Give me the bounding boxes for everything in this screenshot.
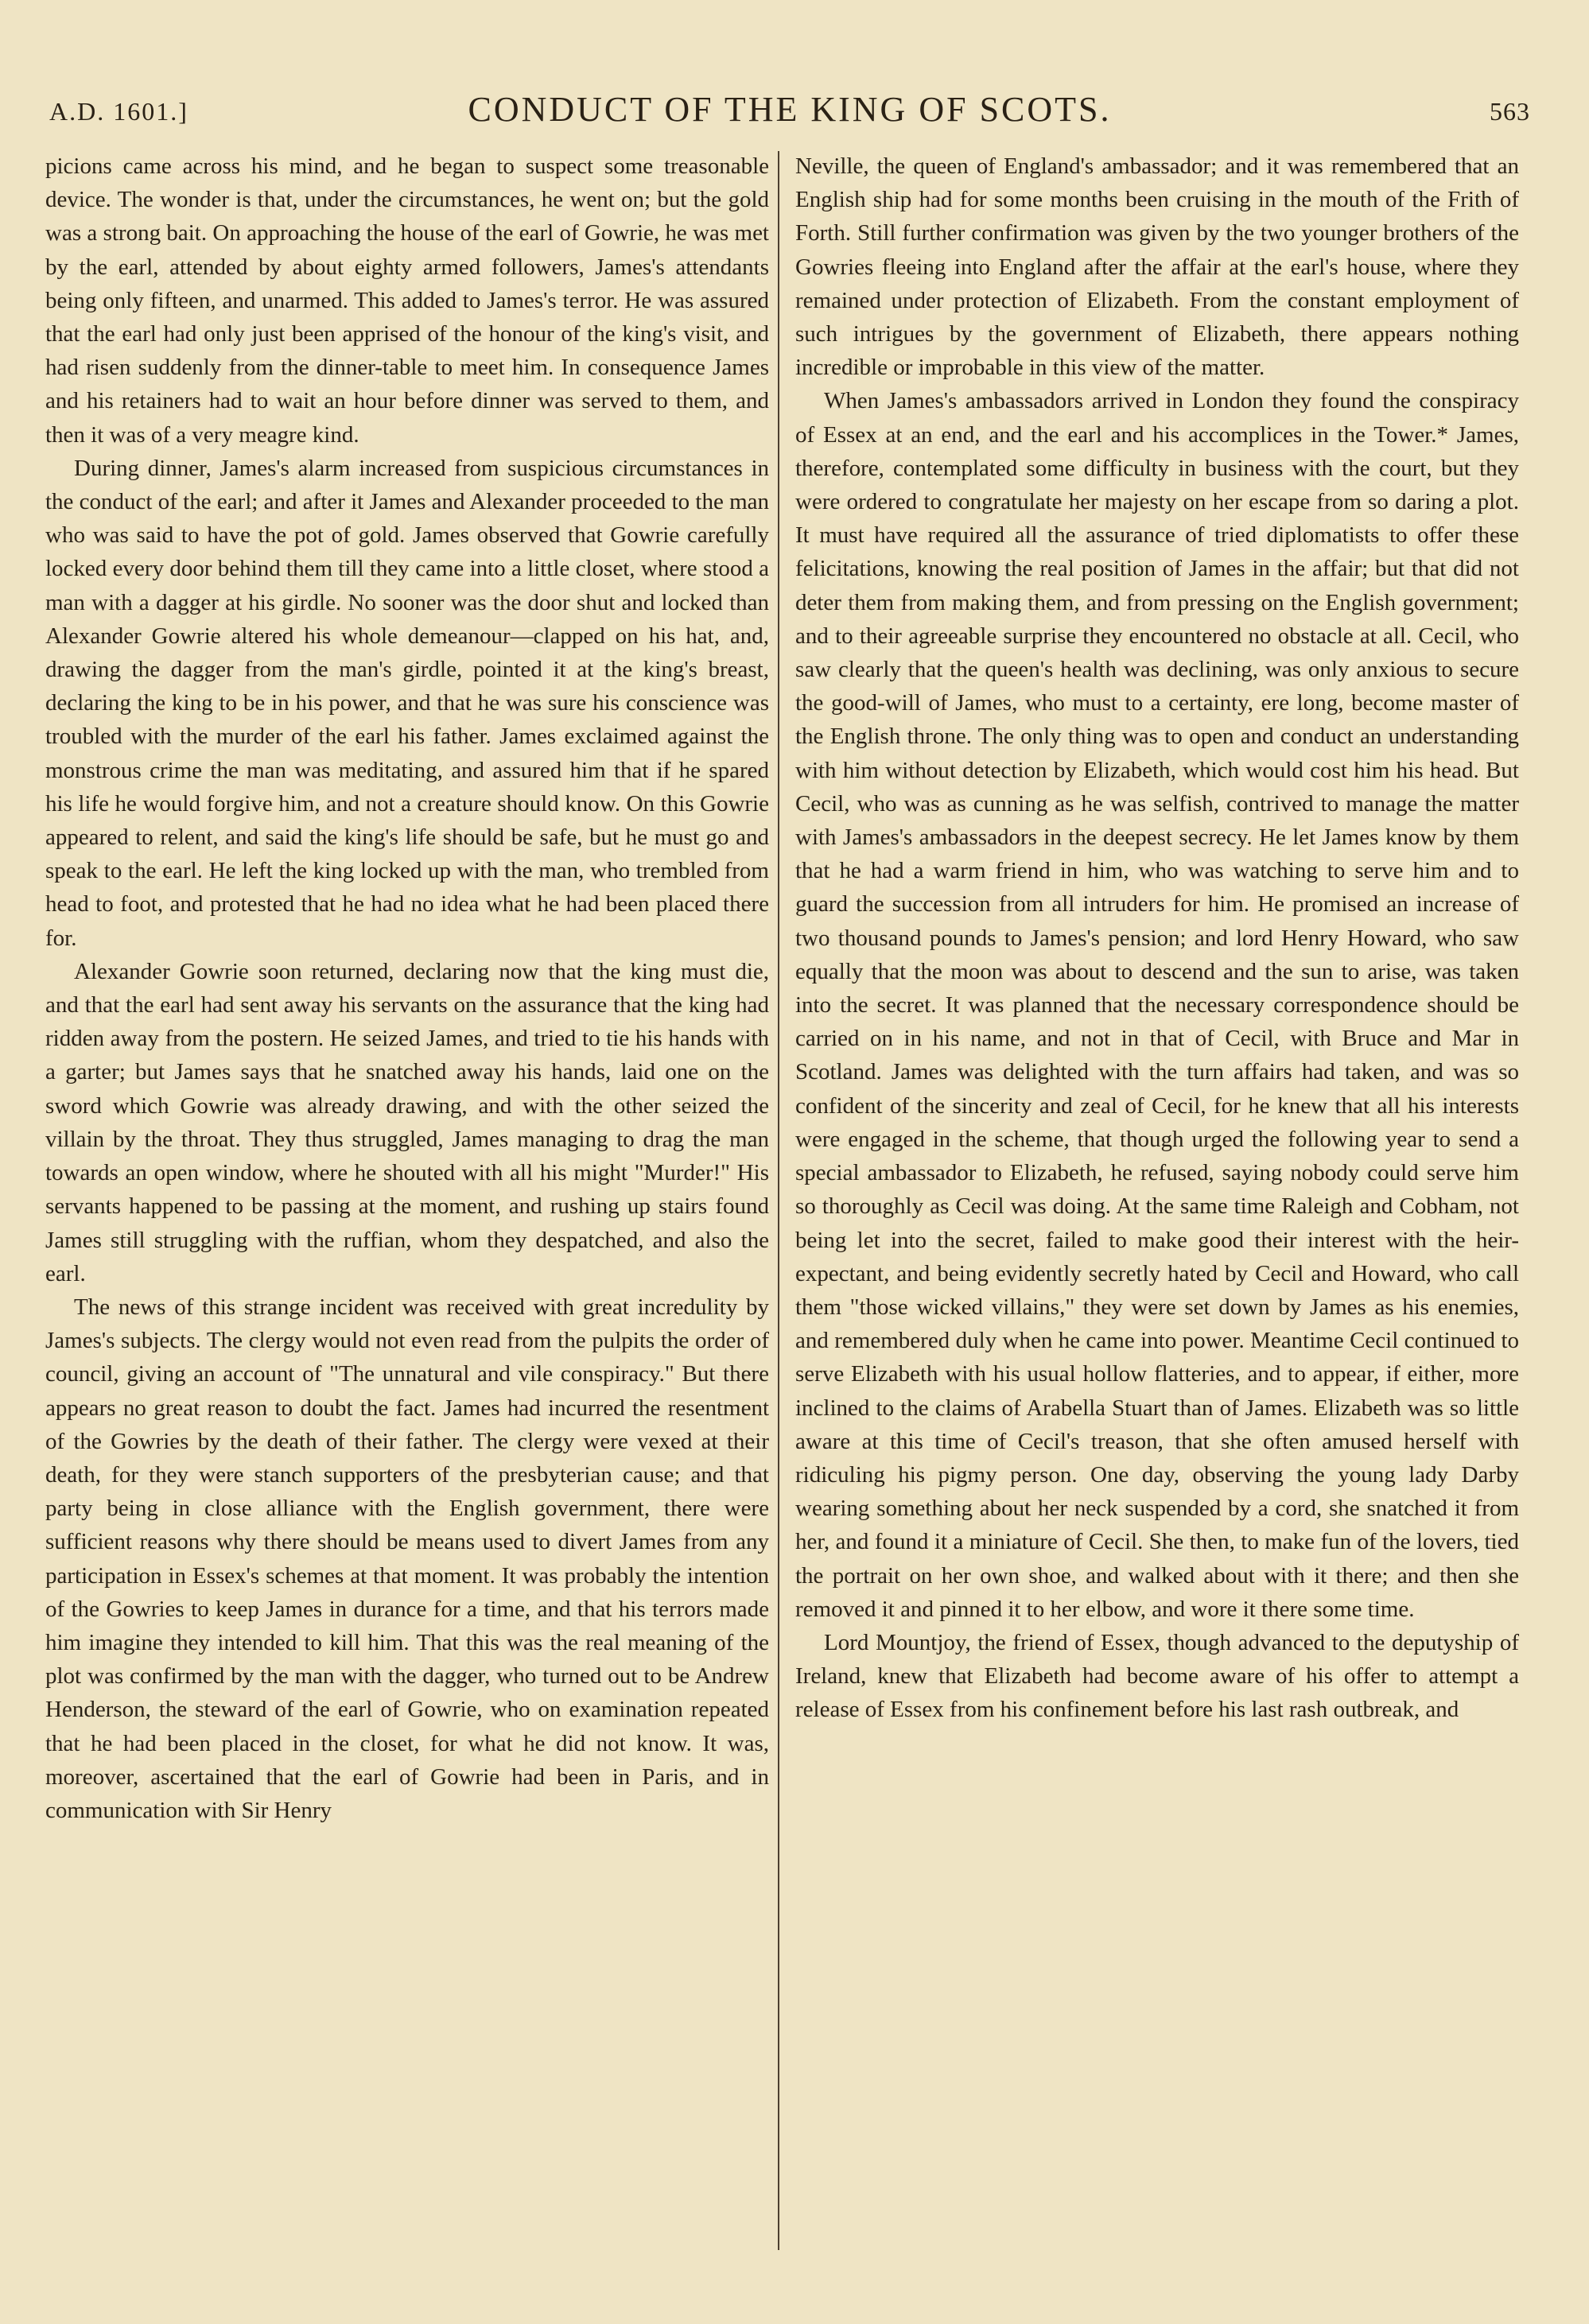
right-column (795, 149, 1519, 1727)
left-column (45, 149, 769, 1827)
paragraph: Neville, the queen of England's ambassador; and it was remembered that an English ship had for some months been cruising in the mouth of the Frith of Forth. Still further confirmation was given by the two younger brothers of the Gowries fleeing into England after the affair at the earl's house, where they remained under protection of Elizabeth. From the constant employment of such intrigues by the government of Elizabeth, there appears nothing incredible or improbable in this view of the matter. (795, 153, 1519, 381)
paragraph: The news of this strange incident was received with great incredulity by James's subjects. The clergy would not even read from the pulpits the order of council, giving an account of "The unnatural and vile conspiracy." But there appears no great reason to doubt the fact. James had incurred the resentment of the Gowries by the death of their father. The clergy were vexed at their death, for they were stanch supporters of the presbyterian cause; and that party being in close alliance with the English government, there were sufficient reasons why there should be means used to divert James from any participation in Essex's schemes at that moment. It was probably the intention of the Gowries to keep James in durance for a time, and that his terrors made him imagine they intended to kill him. That this was the real meaning of the plot was confirmed by the man with the dagger, who turned out to be Andrew Henderson, the steward of the earl of Gowrie, who on examination repeated that he had been placed in the closet, for what he did not know. It was, moreover, ascertained that the earl of Gowrie had been in Paris, and in communication with Sir Henry (45, 1294, 769, 1823)
paragraph: Lord Mountjoy, the friend of Essex, though advanced to the deputyship of Ireland, knew that Elizabeth had become aware of his offer to attempt a release of Essex from his confinement before his last rash outbreak, and (795, 1629, 1519, 1723)
running-header (49, 89, 1530, 137)
paragraph: Alexander Gowrie soon returned, declaring now that the king must die, and that the earl had sent away his servants on the assurance that the king had ridden away from the postern. He seized James, and tried to tie his hands with a garter; but James says that he snatched away his hands, laid one on the sword which Gowrie was already drawing, and with the other seized the villain by the throat. They thus struggled, James managing to drag the man towards an open window, where he shouted with all his might "Murder!" His servants happened to be passing at the moment, and rushing up stairs found James still struggling with the ruffian, whom they despatched, and also the earl. (45, 958, 769, 1286)
page-number: 563 (1490, 97, 1530, 126)
header-year: A.D. 1601.] (49, 97, 188, 126)
paragraph: picions came across his mind, and he began to suspect some treasonable device. The wonder is that, under the circumstances, he went on; but the gold was a strong bait. On approaching the house of the earl of Gowrie, he was met by the earl, attended by about eighty armed followers, James's attendants being only fifteen, and unarmed. This added to James's terror. He was assured that the earl had only just been apprised of the honour of the king's visit, and had risen suddenly from the dinner-table to meet him. In consequence James and his retainers had to wait an hour before dinner was served to them, and then it was of a very meagre kind. (45, 153, 769, 448)
paragraph: When James's ambassadors arrived in London they found the conspiracy of Essex at an end, and the earl and his accomplices in the Tower.* James, therefore, contemplated some difficulty in business with the court, but they were ordered to congratulate her majesty on her escape from so daring a plot. It must have required all the assurance of tried diplomatists to offer these felicitations, knowing the real position of James in the affair; but that did not deter them from making them, and from pressing on the English government; and to their agreeable surprise they encountered no obstacle at all. Cecil, who saw clearly that the queen's health was declining, was only anxious to secure the good-will of James, who must to a certainty, ere long, become master of the English throne. The only thing was to open and conduct an understanding with him without detection by Elizabeth, which would cost him his head. But Cecil, who was as cunning as he was selfish, contrived to manage the matter with James's ambassadors in the deepest secrecy. He let James know by them that he had a warm friend in him, who was watching to serve him and to guard the succession from all intruders for him. He promised an increase of two thousand pounds to James's pension; and lord Henry Howard, who saw equally that the moon was about to descend and the sun to arise, was taken into the secret. It was planned that the necessary correspondence should be carried on in his name, and not in that of Cecil, with Bruce and Mar in Scotland. James was delighted with the turn affairs had taken, and was so confident of the sincerity and zeal of Cecil, for he knew that all his interests were engaged in the scheme, that though urged the following year to send a special ambassador to Elizabeth, he refused, saying nobody could serve him so thoroughly as Cecil was doing. At the same time Raleigh and Cobham, not being let into the secret, failed to make good their interest with the heir-expectant, and being evidently secretly hated by Cecil and Howard, who call them "those wicked villains," they were set down by James as his enemies, and remembered duly when he came into power. Meantime Cecil continued to serve Elizabeth with his usual hollow flatteries, and to appear, if either, more inclined to the claims of Arabella Stuart than of James. Elizabeth was so little aware at this time of Cecil's treason, that she often amused herself with ridiculing his pigmy person. One day, observing the young lady Darby wearing something about her neck suspended by a cord, she snatched it from her, and found it a miniature of Cecil. She then, to make fun of the lovers, tied the portrait on her own shoe, and walked about with it there; and then she removed it and pinned it to her elbow, and wore it there some time. (795, 388, 1519, 1622)
column-divider (778, 151, 779, 2250)
paragraph: During dinner, James's alarm increased from suspicious circumstances in the conduct of the earl; and after it James and Alexander proceeded to the man who was said to have the pot of gold. James observed that Gowrie carefully locked every door behind them till they came into a little closet, where stood a man with a dagger at his girdle. No sooner was the door shut and locked than Alexander Gowrie altered his whole demeanour—clapped on his hat, and, drawing the dagger from the man's girdle, pointed it at the king's breast, declaring the king to be in his power, and that he was sure his conscience was troubled with the murder of the earl his father. James exclaimed against the monstrous crime the man was meditating, and assured him that if he spared his life he would forgive him, and not a creature should know. On this Gowrie appeared to relent, and said the king's life should be safe, but he must go and speak to the earl. He left the king locked up with the man, who trembled from head to foot, and protested that he had no idea what he had been placed there for. (45, 455, 769, 951)
page-title: CONDUCT OF THE KING OF SCOTS. (468, 90, 1112, 129)
